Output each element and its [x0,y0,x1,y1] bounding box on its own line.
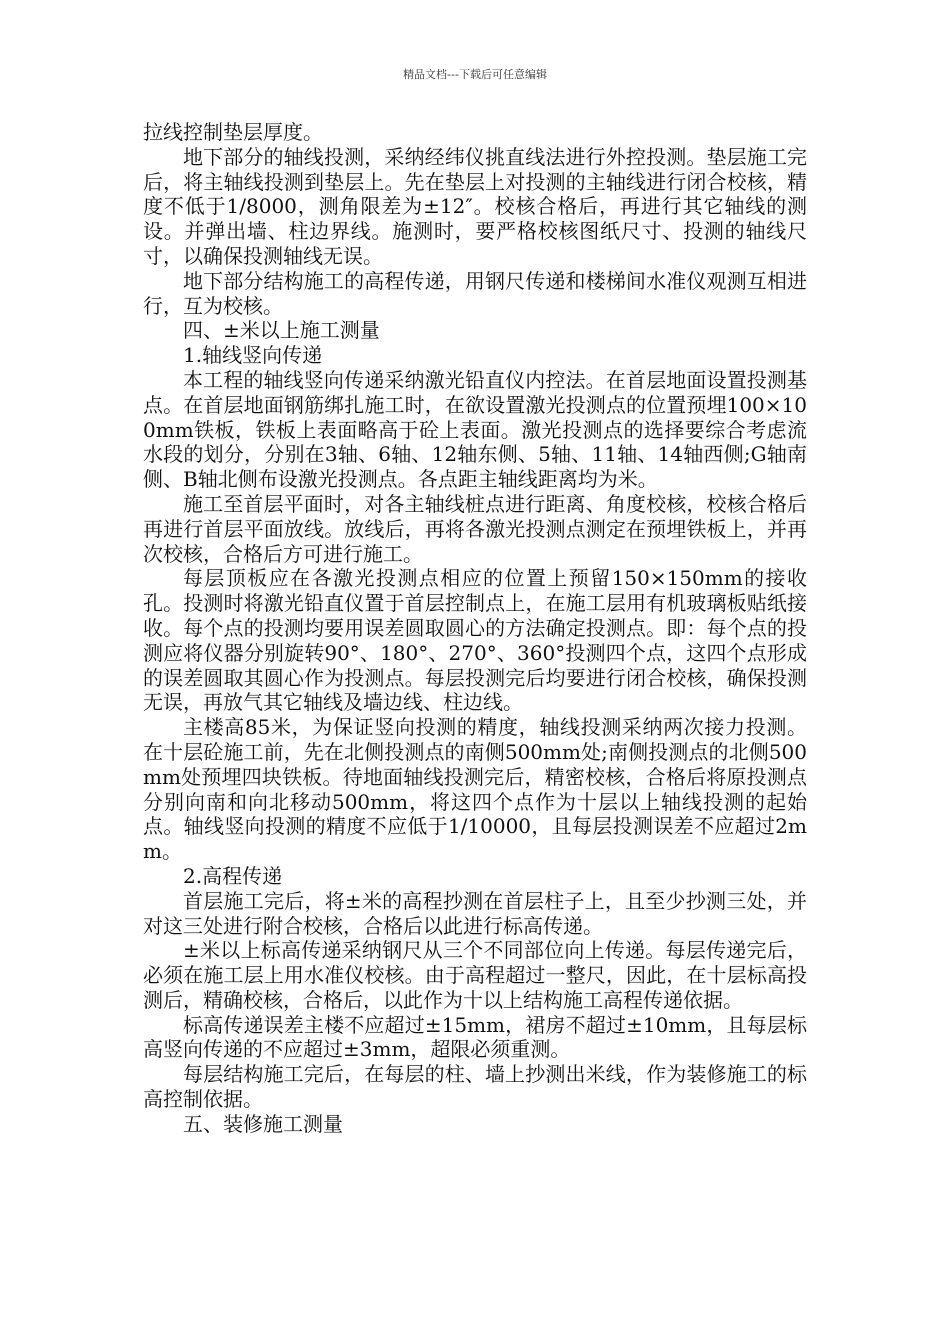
paragraph: 每层结构施工完后，在每层的柱、墙上抄测出米线，作为装修施工的标高控制依据。 [143,1062,807,1112]
paragraph: 拉线控制垫层厚度。 [143,120,323,144]
section-heading: 五、装修施工测量 [183,1111,343,1136]
paragraph: 施工至首层平面时，对各主轴线桩点进行距离、角度校核，校核合格后再进行首层平面放线。放线后，再将各激光投测点测定在预埋铁板上，并再次校核，合格后方可进行施工。 [143,491,807,566]
paragraph: 主楼高85米，为保证竖向投测的精度，轴线投测采纳两次接力投测。在十层砼施工前，先在北侧投测点的南侧500mm处;南侧投测点的北侧500mm处预埋四块铁板。待地面轴线投测完后，精密校核，合格后将原投测点分别向南和向北移动500mm，将这四个点作为十层以上轴线投测的起始点。轴线竖向投测的精度不应低于1/10000，且每层投测误差不应超过2mm。 [143,715,807,864]
document-body [143,120,807,1137]
paragraph: 本工程的轴线竖向传递采纳激光铅直仪内控法。在首层地面设置投测基点。在首层地面钢筋绑扎施工时，在欲设置激光投测点的位置预埋100×100mm铁板，铁板上表面略高于砼上表面。激光投测点的选择要综合考虑流水段的划分，分别在3轴、6轴、12轴东侧、5轴、11轴、14轴西侧;G轴南侧、B轴北侧布设激光投测点。各点距主轴线距离均为米。 [143,367,807,492]
paragraph: 地下部分的轴线投测，采纳经纬仪挑直线法进行外控投测。垫层施工完后，将主轴线投测到垫层上。先在垫层上对投测的主轴线进行闭合校核，精度不低于1/8000，测角限差为±12″。校核合格后，再进行其它轴线的测设。并弹出墙、柱边界线。施测时，要严格校核图纸尺寸、投测的轴线尺寸，以确保投测轴线无误。 [143,144,807,268]
paragraph: 首层施工完后，将±米的高程抄测在首层柱子上，且至少抄测三处，并对这三处进行附合校核，合格后以此进行标高传递。 [143,888,807,938]
paragraph: 地下部分结构施工的高程传递，用钢尺传递和楼梯间水准仪观测互相进行，互为校核。 [143,268,807,318]
section-heading: 四、±米以上施工测量 [183,318,380,343]
paragraph: 每层顶板应在各激光投测点相应的位置上预留150×150mm的接收孔。投测时将激光铅直仪置于首层控制点上，在施工层用有机玻璃板贴纸接收。每个点的投测均要用误差圆取圆心的方法确定投测点。即：每个点的投测应将仪器分别旋转90°、180°、270°、360°投测四个点，这四个点形成的误差圆取其圆心作为投测点。每层投测完后均要进行闭合校核，确保投测无误，再放气其它轴线及墙边线、柱边线。 [143,566,807,715]
subsection-heading: 2.高程传递 [183,863,283,888]
subsection-heading: 1.轴线竖向传递 [183,343,323,368]
paragraph: ±米以上标高传递采纳钢尺从三个不同部位向上传递。每层传递完后，必须在施工层上用水准仪校核。由于高程超过一整尺，因此，在十层标高投测后，精确校核，合格后，以此作为十以上结构施工高程传递依据。 [143,938,807,1012]
paragraph: 标高传递误差主楼不应超过±15mm，裙房不超过±10mm，且每层标高竖向传递的不应超过±3mm，超限必须重测。 [143,1012,807,1062]
page-header: 精品文档---下载后可任意编辑 [403,68,547,81]
